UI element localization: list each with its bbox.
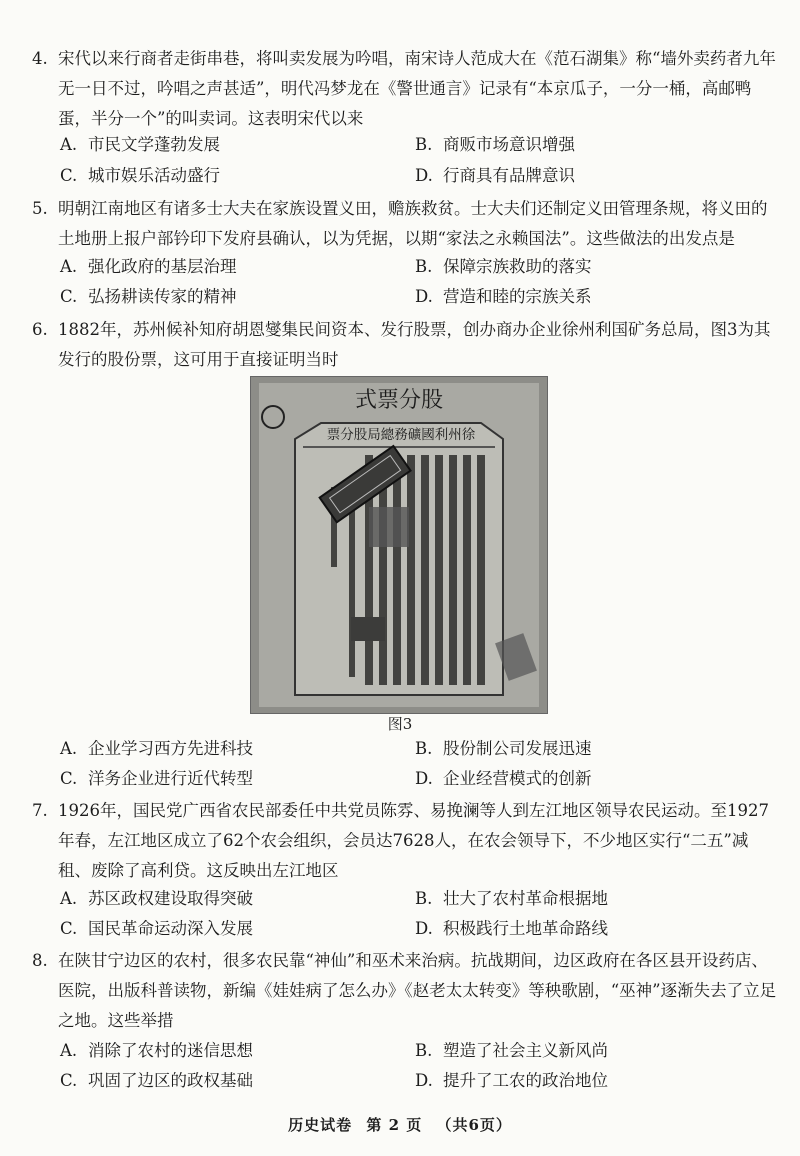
option-a[interactable]: A. 苏区政权建设取得突破 bbox=[60, 889, 253, 908]
option-a[interactable]: A. 市民文学蓬勃发展 bbox=[60, 135, 220, 154]
option-c[interactable]: C. 巩固了边区的政权基础 bbox=[60, 1071, 253, 1090]
option-c[interactable]: C. 国民革命运动深入发展 bbox=[60, 919, 253, 938]
question-6 bbox=[32, 315, 777, 375]
certificate-header: 式票分股 bbox=[354, 388, 444, 413]
option-a[interactable]: A. 强化政府的基层治理 bbox=[60, 257, 237, 276]
page-footer bbox=[0, 1114, 800, 1135]
option-b[interactable]: B. 塑造了社会主义新风尚 bbox=[415, 1041, 608, 1060]
option-d[interactable]: D. 行商具有品牌意识 bbox=[415, 166, 575, 185]
option-d[interactable]: D. 企业经营模式的创新 bbox=[415, 769, 592, 788]
question-number: 4. bbox=[32, 49, 48, 68]
figure-caption: 图3 bbox=[387, 715, 413, 733]
question-stem: 在陕甘宁边区的农村，很多农民靠“神仙”和巫术来治病。抗战期间，边区政府在各区县开设药店、医院，出版科普读物，新编《娃娃病了怎么办》《赵老太太转变》等秧歌剧，“巫神”逐渐失去了立足之地。这些举措 bbox=[58, 951, 777, 1030]
question-7 bbox=[32, 796, 777, 886]
certificate-title: 票分股局總務礦國利州徐 bbox=[326, 427, 476, 443]
option-a[interactable]: A. 企业学习西方先进科技 bbox=[60, 739, 253, 758]
option-d[interactable]: D. 积极践行土地革命路线 bbox=[415, 919, 608, 938]
question-stem: 明朝江南地区有诸多士大夫在家族设置义田，赡族救贫。士大夫们还制定义田管理条规，将义田的土地册上报户部钤印下发府县确认，以为凭据，以期“家法之永赖国法”。这些做法的出发点是 bbox=[58, 199, 768, 248]
option-b[interactable]: B. 壮大了农村革命根据地 bbox=[415, 889, 608, 908]
option-b[interactable]: B. 股份制公司发展迅速 bbox=[415, 739, 592, 758]
option-d[interactable]: D. 提升了工农的政治地位 bbox=[415, 1071, 608, 1090]
option-a[interactable]: A. 消除了农村的迷信思想 bbox=[60, 1041, 253, 1060]
question-number: 6. bbox=[32, 320, 48, 339]
question-stem: 宋代以来行商者走街串巷，将叫卖发展为吟唱，南宋诗人范成大在《范石湖集》称“墙外卖药者九年无一日不过，吟唱之声甚适”，明代冯梦龙在《警世通言》记录有“本京瓜子，一分一桶，高邮鸭蛋，半分一个”的叫卖词。这表明宋代以来 bbox=[58, 49, 776, 128]
footer-subject: 历史试卷 bbox=[288, 1116, 353, 1134]
question-stem: 1882年，苏州候补知府胡恩燮集民间资本、发行股票，创办商办企业徐州利国矿务总局，图3为其发行的股份票，这可用于直接证明当时 bbox=[58, 320, 771, 369]
option-c[interactable]: C. 弘扬耕读传家的精神 bbox=[60, 287, 237, 306]
question-number: 5. bbox=[32, 199, 48, 218]
question-4 bbox=[32, 44, 777, 134]
stock-certificate-image bbox=[250, 376, 548, 714]
question-number: 8. bbox=[32, 951, 48, 970]
option-b[interactable]: B. 保障宗族救助的落实 bbox=[415, 257, 592, 276]
question-8 bbox=[32, 946, 777, 1036]
option-c[interactable]: C. 洋务企业进行近代转型 bbox=[60, 769, 253, 788]
question-number: 7. bbox=[32, 801, 48, 820]
option-d[interactable]: D. 营造和睦的宗族关系 bbox=[415, 287, 592, 306]
option-c[interactable]: C. 城市娱乐活动盛行 bbox=[60, 166, 220, 185]
question-5 bbox=[32, 194, 777, 254]
question-stem: 1926年，国民党广西省农民部委任中共党员陈雰、易挽澜等人到左江地区领导农民运动。至1927年春，左江地区成立了62个农会组织，会员达7628人，在农会领导下，不少地区实行“二五”减租、废除了高利贷。这反映出左江地区 bbox=[58, 801, 769, 880]
footer-total: （共6页） bbox=[436, 1116, 512, 1134]
footer-page: 第 2 页 bbox=[366, 1116, 423, 1134]
option-b[interactable]: B. 商贩市场意识增强 bbox=[415, 135, 575, 154]
